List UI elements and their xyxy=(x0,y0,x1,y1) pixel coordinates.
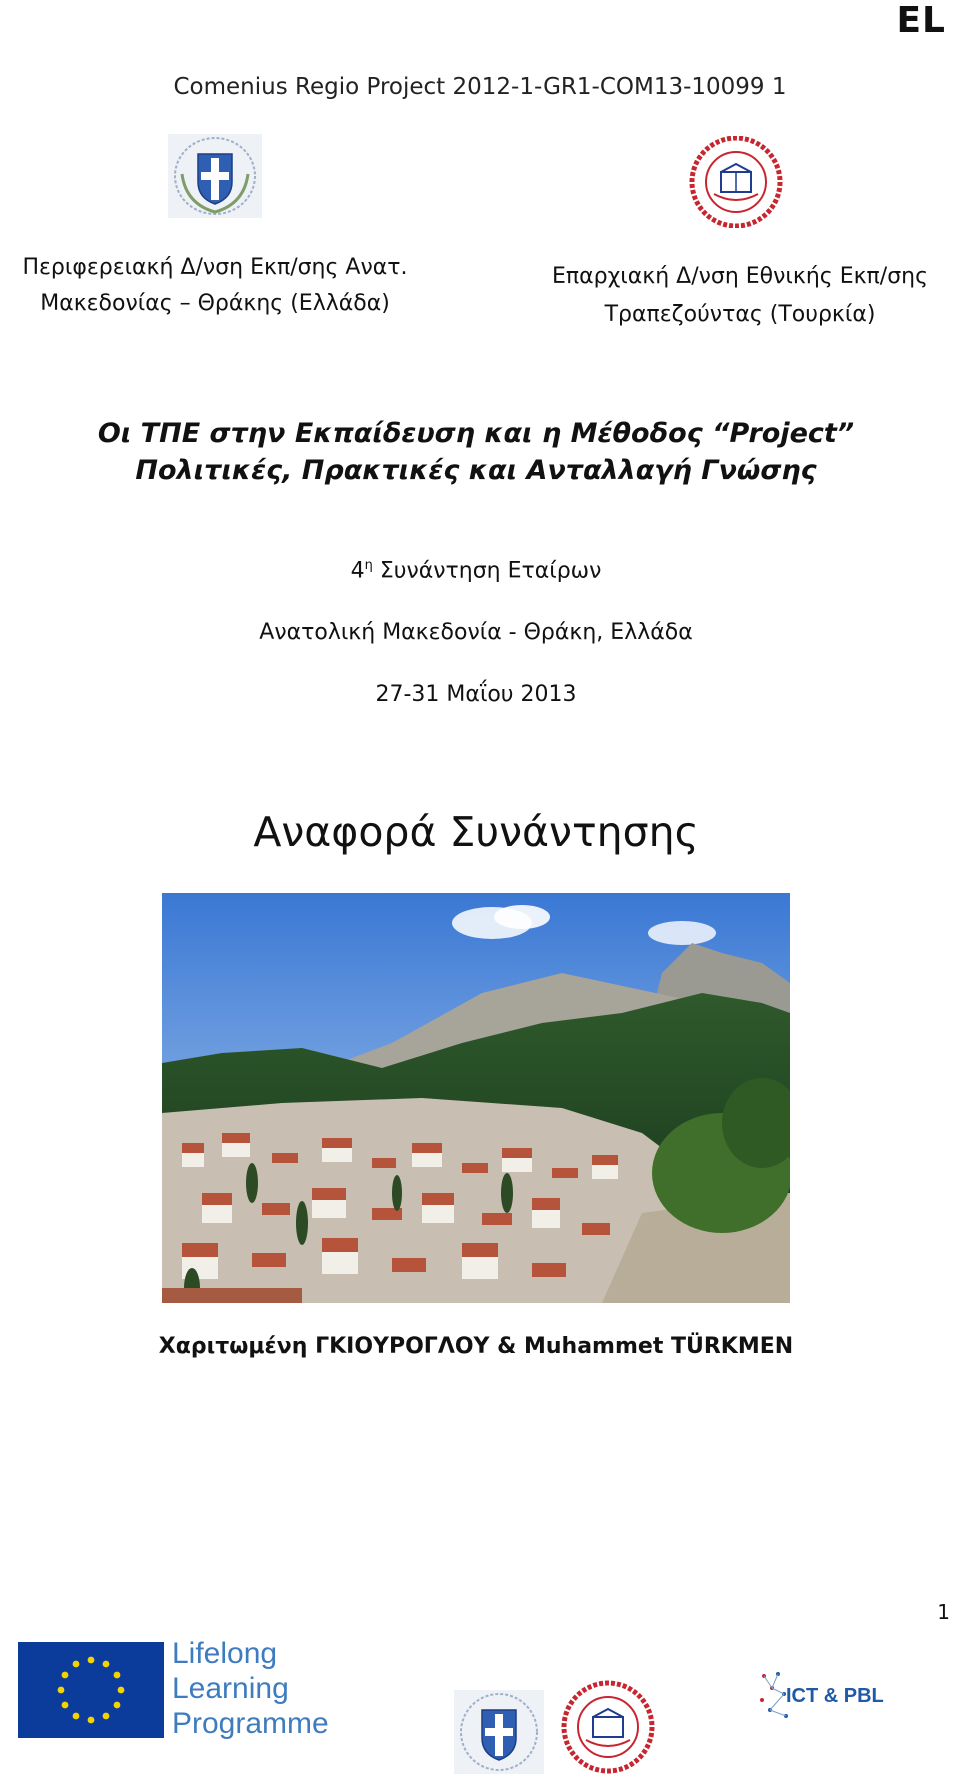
meeting-ordinal-suffix: η xyxy=(364,558,373,573)
footer-greek-coat-of-arms-logo xyxy=(454,1690,544,1774)
page-number: 1 xyxy=(937,1600,950,1624)
llp-line3: Programme xyxy=(172,1707,329,1740)
greek-coat-of-arms-logo xyxy=(168,134,262,218)
trabzon-education-seal-logo xyxy=(688,136,784,228)
meeting-number: 4 xyxy=(350,558,365,584)
project-code: Comenius Regio Project 2012-1-GR1-COM13-10099 1 xyxy=(173,74,787,100)
eu-flag-logo xyxy=(18,1642,164,1738)
meeting-dates: 27-31 Μαΐου 2013 xyxy=(375,682,577,707)
partner-greece xyxy=(0,250,430,322)
project-subtitle-line1: Οι ΤΠΕ στην Εκπαίδευση και η Μέθοδος “Project” xyxy=(97,418,855,449)
report-title: Αναφορά Συνάντησης xyxy=(253,808,699,856)
partner-greece-line1: Περιφερειακή Δ/νση Εκπ/σης Ανατ. xyxy=(22,255,408,280)
partner-turkey-line2: Τραπεζούντας (Τουρκία) xyxy=(604,302,876,327)
town-landscape-photo xyxy=(162,893,790,1303)
partner-greece-line2: Μακεδονίας – Θράκης (Ελλάδα) xyxy=(40,291,390,316)
meeting-title xyxy=(0,558,952,583)
project-subtitle-line2: Πολιτικές, Πρακτικές και Ανταλλαγή Γνώσης xyxy=(135,455,817,486)
meeting-label: Συνάντηση Εταίρων xyxy=(372,558,602,584)
partner-turkey xyxy=(520,258,960,334)
lifelong-learning-programme-logo xyxy=(172,1636,329,1741)
meeting-location: Ανατολική Μακεδονία - Θράκη, Ελλάδα xyxy=(259,620,693,645)
ict-pbl-logo-text: ICT & PBL xyxy=(786,1685,884,1707)
llp-line2: Learning xyxy=(172,1672,289,1705)
llp-line1: Lifelong xyxy=(172,1637,278,1670)
footer-trabzon-seal-logo xyxy=(560,1680,656,1774)
report-authors: Χαριτωμένη ΓΚΙΟΥΡΟΓΛΟΥ & Muhammet TÜRKMEN xyxy=(158,1334,794,1359)
partner-turkey-line1: Επαρχιακή Δ/νση Εθνικής Εκπ/σης xyxy=(551,264,929,289)
language-tag: EL xyxy=(896,0,946,41)
